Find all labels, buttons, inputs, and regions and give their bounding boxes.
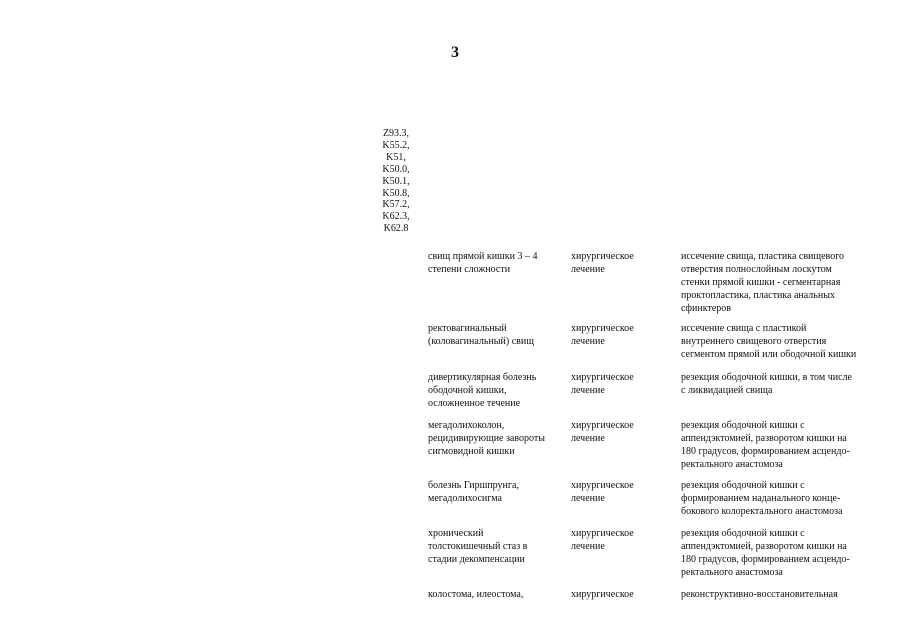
icd-code: K62.3, — [382, 211, 410, 223]
method-text: отверстия полнослойным лоскутом — [681, 264, 832, 275]
treatment-cell — [571, 322, 651, 348]
treatment-text: хирургическое — [571, 528, 634, 539]
method-text: аппендэктомией, разворотом кишки на — [681, 433, 847, 444]
method-text: ректального анастомоза — [681, 567, 783, 578]
icd-code: K50.1, — [382, 175, 410, 187]
treatment-cell — [571, 250, 651, 276]
disease-text: колостома, илеостома, — [428, 589, 524, 600]
treatment-text: лечение — [571, 264, 605, 275]
disease-cell — [428, 527, 560, 566]
method-cell — [681, 250, 871, 315]
treatment-text: хирургическое — [571, 480, 634, 491]
icd-code: K50.8, — [382, 187, 410, 199]
disease-text: рецидивирующие завороты — [428, 433, 545, 444]
disease-text: болезнь Гиршпрунга, — [428, 480, 519, 491]
disease-cell — [428, 419, 560, 458]
treatment-text: лечение — [571, 541, 605, 552]
icd-code: K57.2, — [382, 199, 410, 211]
disease-text: стадии декомпенсации — [428, 554, 525, 565]
treatment-cell — [571, 527, 651, 553]
method-cell — [681, 479, 871, 518]
method-text: проктопластика, пластика анальных — [681, 290, 835, 301]
disease-text: толстокишечный стаз в — [428, 541, 528, 552]
treatment-text: хирургическое — [571, 589, 634, 600]
disease-text: осложненное течение — [428, 398, 521, 409]
method-text: резекция ободочной кишки с — [681, 420, 805, 431]
icd-code-list — [372, 128, 420, 235]
disease-cell — [428, 479, 560, 505]
disease-text: мегадолихоколон, — [428, 420, 505, 431]
method-text: внутреннего свищевого отверстия — [681, 336, 827, 347]
disease-text: свищ прямой кишки 3 – 4 — [428, 251, 538, 262]
treatment-text: хирургическое — [571, 372, 634, 383]
method-text: стенки прямой кишки - сегментарная — [681, 277, 841, 288]
treatment-text: лечение — [571, 385, 605, 396]
page-number: 3 — [451, 44, 459, 61]
treatment-text: лечение — [571, 433, 605, 444]
treatment-cell — [571, 588, 651, 601]
method-text: реконструктивно-восстановительная — [681, 589, 838, 600]
method-cell — [681, 527, 871, 579]
method-text: резекция ободочной кишки, в том числе — [681, 372, 852, 383]
disease-cell — [428, 371, 560, 410]
disease-text: (коловагинальный) свищ — [428, 336, 534, 347]
method-text: ректального анастомоза — [681, 459, 783, 470]
method-cell — [681, 322, 871, 361]
treatment-text: хирургическое — [571, 420, 634, 431]
disease-text: мегадолихосигма — [428, 493, 502, 504]
treatment-text: хирургическое — [571, 251, 634, 262]
disease-cell — [428, 250, 560, 276]
treatment-cell — [571, 419, 651, 445]
treatment-text: хирургическое — [571, 323, 634, 334]
icd-code: K55.2, — [382, 139, 410, 151]
method-text: бокового колоректального анастомоза — [681, 506, 843, 517]
method-text: с ликвидацией свища — [681, 385, 773, 396]
method-cell — [681, 588, 871, 601]
treatment-cell — [571, 371, 651, 397]
method-text: сфинктеров — [681, 303, 731, 314]
icd-code: Z93.3, — [382, 128, 410, 139]
method-text: 180 градусов, формированием асцендо- — [681, 446, 850, 457]
treatment-cell — [571, 479, 651, 505]
disease-cell — [428, 588, 560, 601]
treatment-text: лечение — [571, 493, 605, 504]
icd-code: K50.0, — [382, 163, 410, 175]
treatment-text: лечение — [571, 336, 605, 347]
method-text: резекция ободочной кишки с — [681, 480, 805, 491]
disease-text: ободочной кишки, — [428, 385, 507, 396]
disease-text: ректовагинальный — [428, 323, 507, 334]
icd-code: K62.8 — [383, 223, 409, 235]
method-text: иссечение свища, пластика свищевого — [681, 251, 845, 262]
disease-text: хронический — [428, 528, 484, 539]
icd-code: K51, — [386, 151, 406, 163]
disease-text: степени сложности — [428, 264, 511, 275]
disease-text: сигмовидной кишки — [428, 446, 515, 457]
method-text: резекция ободочной кишки с — [681, 528, 805, 539]
method-text: формированием наданального конце- — [681, 493, 841, 504]
method-cell — [681, 371, 871, 397]
method-text: сегментом прямой или ободочной кишки — [681, 349, 857, 360]
method-text: иссечение свища с пластикой — [681, 323, 807, 334]
disease-text: дивертикулярная болезнь — [428, 372, 537, 383]
method-cell — [681, 419, 871, 471]
disease-cell — [428, 322, 560, 348]
method-text: аппендэктомией, разворотом кишки на — [681, 541, 847, 552]
method-text: 180 градусов, формированием асцендо- — [681, 554, 850, 565]
